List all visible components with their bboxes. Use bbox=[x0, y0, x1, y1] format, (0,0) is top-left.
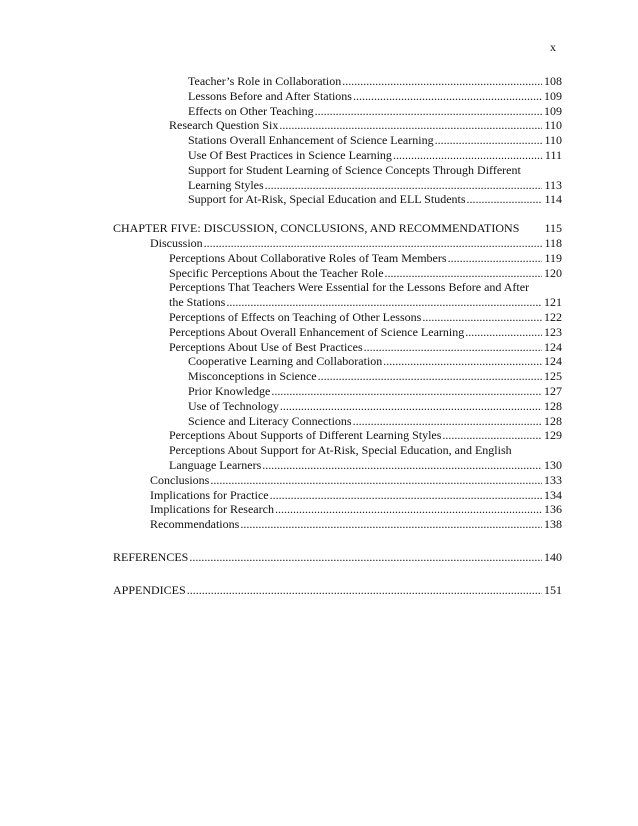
toc-entry-title: Teacher’s Role in Collaboration bbox=[188, 74, 342, 88]
toc-entry bbox=[188, 192, 562, 207]
toc-entry-title: Effects on Other Teaching bbox=[188, 103, 314, 118]
toc-entry bbox=[169, 295, 562, 310]
toc-entry-page: 110 bbox=[544, 118, 562, 133]
toc-entry bbox=[169, 118, 562, 133]
toc-entry-page: 114 bbox=[544, 192, 562, 207]
toc-leader-dots bbox=[204, 236, 543, 251]
toc-entry bbox=[188, 89, 562, 104]
toc-entry bbox=[188, 148, 562, 163]
toc-entry-title: Stations Overall Enhancement of Science Learning bbox=[188, 133, 434, 148]
toc-entry-title-line1: Support for Student Learning of Science Concepts Through Different bbox=[188, 162, 521, 177]
toc-entry bbox=[150, 502, 562, 517]
toc-entry-page: 134 bbox=[544, 487, 562, 502]
toc-entry bbox=[169, 325, 562, 340]
toc-entry bbox=[169, 458, 562, 473]
toc-entry bbox=[150, 488, 562, 503]
toc-entry-title: Lessons Before and After Stations bbox=[188, 88, 352, 103]
toc-chapter-entry bbox=[113, 221, 562, 236]
toc-entry-title: Use Of Best Practices in Science Learning bbox=[188, 147, 392, 162]
toc-entry bbox=[113, 583, 562, 598]
toc-entry bbox=[169, 251, 562, 266]
toc-entry bbox=[188, 414, 562, 429]
toc-leader-dots bbox=[279, 118, 542, 133]
toc-leader-dots bbox=[435, 133, 543, 148]
toc-entry-page: 111 bbox=[544, 147, 562, 162]
toc-entry-page: 121 bbox=[544, 295, 562, 310]
toc-entry bbox=[150, 236, 562, 251]
toc-entry-page: 109 bbox=[544, 88, 562, 103]
toc-entry-page: 120 bbox=[544, 265, 562, 280]
toc-entry-title: Language Learners bbox=[169, 457, 262, 472]
toc-entry-title-line1: Perceptions About Support for At-Risk, Special Education, and English bbox=[169, 443, 512, 458]
toc-entry-title: Perceptions About Supports of Different Learning Styles bbox=[169, 428, 442, 443]
toc-entry-title: Research Question Six bbox=[169, 118, 279, 133]
toc-entry-page: 109 bbox=[544, 103, 562, 118]
toc-leader-dots bbox=[422, 310, 542, 325]
toc-entry-title: Perceptions About Use of Best Practices bbox=[169, 339, 363, 354]
toc-entry-title: Recommendations bbox=[150, 517, 240, 532]
toc-leader-dots bbox=[353, 89, 542, 104]
toc-entry-title: Use of Technology bbox=[188, 398, 279, 413]
toc-leader-dots bbox=[364, 340, 542, 355]
toc-leader-dots bbox=[448, 251, 543, 266]
toc-leader-dots bbox=[275, 502, 542, 517]
toc-leader-dots bbox=[318, 369, 542, 384]
toc-entry bbox=[169, 340, 562, 355]
toc-entry-title: Perceptions of Effects on Teaching of Other Lessons bbox=[169, 309, 422, 324]
toc-entry-page: 128 bbox=[544, 413, 562, 428]
table-of-contents bbox=[0, 74, 638, 598]
toc-entry bbox=[169, 428, 562, 443]
toc-entry-page: 136 bbox=[544, 502, 562, 517]
toc-entry bbox=[169, 310, 562, 325]
toc-entry-page: 128 bbox=[544, 398, 562, 413]
toc-entry bbox=[150, 517, 562, 532]
toc-leader-dots bbox=[271, 384, 542, 399]
toc-leader-dots bbox=[240, 517, 542, 532]
toc-entry-page: 133 bbox=[544, 472, 562, 487]
toc-leader-dots bbox=[210, 473, 542, 488]
toc-entry-title: Learning Styles bbox=[188, 177, 264, 192]
toc-entry-page: 140 bbox=[544, 549, 562, 564]
toc-entry-title: Support for At-Risk, Special Education and ELL Students bbox=[188, 192, 466, 207]
toc-entry-title: Specific Perceptions About the Teacher Role bbox=[169, 265, 384, 280]
toc-entry-page: 124 bbox=[544, 339, 562, 354]
toc-entry-title: Implications for Practice bbox=[150, 487, 269, 502]
toc-entry-title: Cooperative Learning and Collaboration bbox=[188, 354, 383, 369]
toc-entry bbox=[188, 178, 562, 193]
toc-entry bbox=[188, 74, 562, 89]
toc-entry-page: 129 bbox=[544, 428, 562, 443]
toc-entry-title: APPENDICES bbox=[113, 582, 186, 597]
toc-leader-dots bbox=[189, 550, 542, 565]
toc-entry bbox=[188, 104, 562, 119]
toc-entry-page: 130 bbox=[544, 457, 562, 472]
toc-entry-title: REFERENCES bbox=[113, 549, 189, 564]
toc-entry-title: Prior Knowledge bbox=[188, 383, 271, 398]
toc-leader-dots bbox=[393, 148, 543, 163]
toc-leader-dots bbox=[353, 414, 542, 429]
toc-leader-dots bbox=[465, 325, 542, 340]
toc-leader-dots bbox=[442, 428, 542, 443]
toc-entry-title: Implications for Research bbox=[150, 502, 274, 517]
toc-entry bbox=[113, 550, 562, 565]
toc-entry bbox=[188, 399, 562, 414]
toc-entry-page: 108 bbox=[544, 74, 562, 88]
toc-entry-page: 110 bbox=[544, 133, 562, 148]
toc-entry bbox=[188, 369, 562, 384]
toc-entry-page: 115 bbox=[544, 221, 562, 236]
toc-entry-page: 125 bbox=[544, 369, 562, 384]
toc-entry bbox=[150, 473, 562, 488]
toc-entry bbox=[188, 354, 562, 369]
toc-entry-page: 123 bbox=[544, 324, 562, 339]
page-number: x bbox=[550, 40, 556, 54]
toc-entry-title: Misconceptions in Science bbox=[188, 369, 317, 384]
toc-entry-page: 118 bbox=[544, 235, 562, 250]
toc-entry-title: CHAPTER FIVE: DISCUSSION, CONCLUSIONS, AND RECOMMENDATIONS bbox=[113, 221, 520, 236]
toc-leader-dots bbox=[226, 295, 542, 310]
toc-entry bbox=[169, 266, 562, 281]
toc-entry bbox=[188, 133, 562, 148]
toc-leader-dots bbox=[315, 104, 542, 119]
toc-leader-dots bbox=[467, 192, 543, 207]
toc-entry-page: 151 bbox=[544, 582, 562, 597]
toc-leader-dots bbox=[270, 488, 542, 503]
toc-entry-page: 138 bbox=[544, 517, 562, 532]
toc-leader-dots bbox=[265, 178, 543, 193]
toc-entry-page: 113 bbox=[544, 177, 562, 192]
toc-entry-title-line1: Perceptions That Teachers Were Essential for the Lessons Before and After bbox=[169, 280, 530, 295]
toc-entry-page: 122 bbox=[544, 309, 562, 324]
toc-leader-dots bbox=[342, 74, 542, 89]
toc-entry-title: Science and Literacy Connections bbox=[188, 413, 352, 428]
toc-entry-title: the Stations bbox=[169, 295, 226, 310]
toc-entry-title: Perceptions About Collaborative Roles of Team Members bbox=[169, 250, 447, 265]
toc-entry-title: Discussion bbox=[150, 235, 203, 250]
toc-leader-dots bbox=[262, 458, 542, 473]
toc-entry-title: Conclusions bbox=[150, 472, 210, 487]
toc-leader-dots bbox=[187, 583, 542, 598]
toc-leader-dots bbox=[280, 399, 542, 414]
toc-leader-dots bbox=[383, 354, 542, 369]
toc-entry-page: 119 bbox=[544, 250, 562, 265]
toc-entry-page: 124 bbox=[544, 354, 562, 369]
toc-entry-page: 127 bbox=[544, 383, 562, 398]
toc-entry-title: Perceptions About Overall Enhancement of Science Learning bbox=[169, 324, 465, 339]
toc-leader-dots bbox=[385, 266, 542, 281]
toc-entry bbox=[188, 384, 562, 399]
